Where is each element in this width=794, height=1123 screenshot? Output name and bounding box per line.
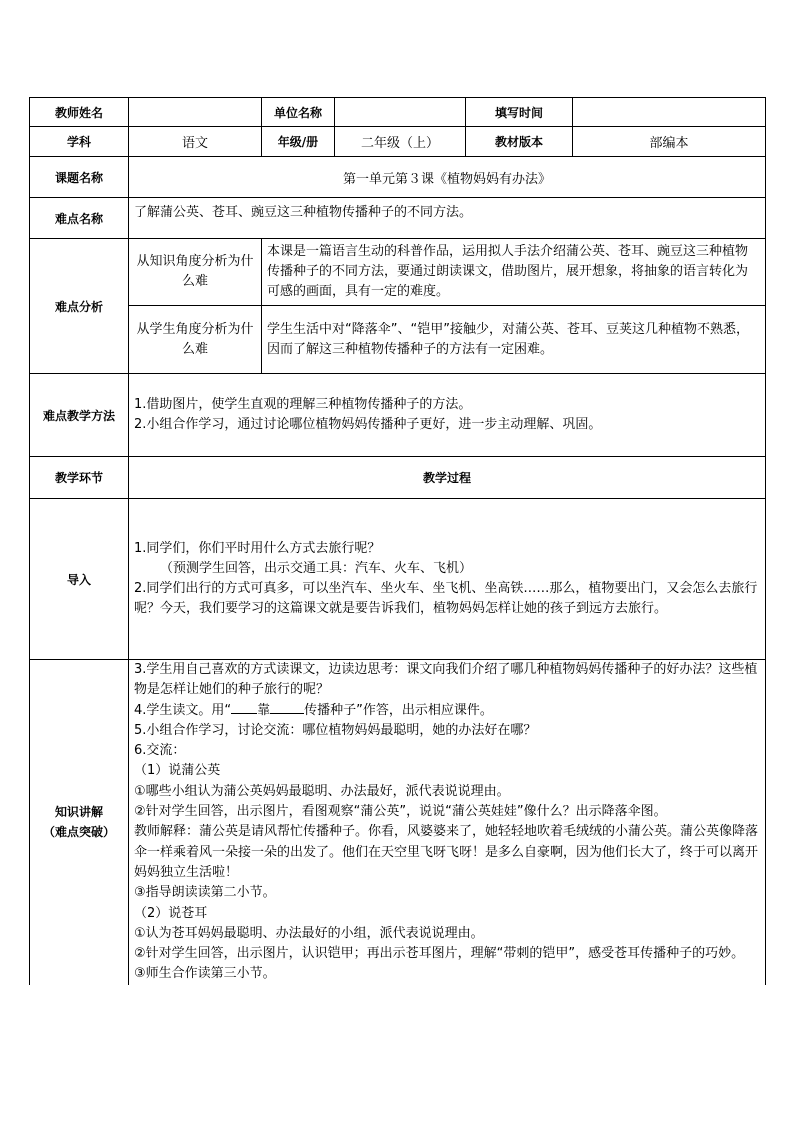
unit-label: 单位名称 [262, 98, 335, 127]
row-subject [30, 127, 766, 157]
knowledge-line-3: 3.学生用自己喜欢的方式读课文，边读边思考：课文向我们介绍了哪几种植物妈妈传播种子的好办法？这些植物是怎样让她们的种子旅行的呢？ [134, 662, 758, 698]
lesson-plan-table [29, 97, 766, 985]
lesson-value: 第一单元第３课《植物妈妈有办法》 [129, 157, 766, 198]
knowledge-line-11: ③指导朗读读第二小节。 [134, 885, 276, 901]
knowledge-label-line-2: （难点突破） [42, 825, 115, 840]
knowledge-text [129, 660, 766, 985]
knowledge-line-4-part-a: 4.学生读文。用“ [134, 702, 232, 718]
difficulty-value: 了解蒲公英、苍耳、豌豆这三种植物传播种子的不同方法。 [129, 198, 766, 239]
row-method [30, 374, 766, 457]
knowledge-line-4-part-c: 传播种子”作答，出示相应课件。 [304, 702, 493, 718]
knowledge-line-5: 5.小组合作学习，讨论交流：哪位植物妈妈最聪明，她的办法好在哪？ [134, 722, 537, 738]
knowledge-label-line-1: 知识讲解 [54, 805, 103, 820]
knowledge-angle-label: 从知识角度分析为什么难 [129, 239, 262, 306]
knowledge-line-4 [134, 701, 760, 721]
teacher-label: 教师姓名 [30, 98, 129, 127]
lesson-label: 课题名称 [30, 157, 129, 198]
intro-line-2: （预测学生回答，出示交通工具：汽车、火车、飞机） [160, 561, 473, 576]
row-analysis-knowledge [30, 239, 766, 306]
knowledge-line-4-part-b: 靠 [257, 702, 271, 718]
difficulty-label: 难点名称 [30, 198, 129, 239]
method-line-1: 1.借助图片，使学生直观的理解三种植物传播种子的方法。 [134, 397, 472, 412]
knowledge-line-13: ①认为苍耳妈妈最聪明、办法最好的小组，派代表说说理由。 [134, 925, 484, 941]
row-knowledge [30, 660, 766, 985]
grade-label: 年级/册 [262, 127, 335, 157]
row-difficulty [30, 198, 766, 239]
row-analysis-student [30, 306, 766, 374]
intro-line-3: 2.同学们出行的方式可真多，可以坐汽车、坐火车、坐飞机、坐高铁……那么，植物要出门，又会怎么去旅行呢？今天，我们要学习的这篇课文就是要告诉我们，植物妈妈怎样让她的孩子到远方去旅行。 [134, 581, 758, 616]
row-lesson [30, 157, 766, 198]
blank-underline-2 [270, 701, 304, 714]
edition-value: 部编本 [573, 127, 766, 157]
knowledge-line-15: ③师生合作读第三小节。 [134, 966, 276, 982]
intro-label: 导入 [30, 499, 129, 660]
row-section-header [30, 457, 766, 499]
date-value [573, 98, 766, 127]
student-angle-text: 学生生活中对“降落伞”、“铠甲”接触少，对蒲公英、苍耳、豆荚这几种植物不熟悉，因而了解这三种植物传播种子的方法有一定困难。 [262, 306, 766, 374]
row-intro [30, 499, 766, 660]
method-line-2: 2.小组合作学习，通过讨论哪位植物妈妈传播种子更好，进一步主动理解、巩固。 [134, 417, 602, 432]
row-teacher [30, 98, 766, 127]
subject-value: 语文 [129, 127, 262, 157]
unit-value [335, 98, 466, 127]
knowledge-label [30, 660, 129, 985]
knowledge-line-14: ②针对学生回答，出示图片，认识铠甲；再出示苍耳图片，理解“带刺的铠甲”，感受苍耳传播种子的巧妙。 [134, 946, 745, 962]
intro-text [129, 499, 766, 660]
knowledge-line-12: （2）说苍耳 [134, 905, 208, 921]
grade-value: 二年级（上） [335, 127, 466, 157]
knowledge-line-9: ②针对学生回答，出示图片，看图观察“蒲公英”，说说“蒲公英娃娃”像什么？出示降落伞图。 [134, 804, 667, 820]
subject-label: 学科 [30, 127, 129, 157]
process-label: 教学过程 [129, 457, 766, 499]
knowledge-line-7: （1）说蒲公英 [134, 763, 221, 779]
method-label: 难点教学方法 [30, 374, 129, 457]
date-label: 填写时间 [466, 98, 573, 127]
knowledge-line-10: 教师解释：蒲公英是请风帮忙传播种子。你看，风婆婆来了，她轻轻地吹着毛绒绒的小蒲公英。蒲公英像降落伞一样乘着风一朵接一朵的出发了。他们在天空里飞呀飞呀！是多么自豪啊，因为他们长大了，终于可以离开妈妈独立生活啦！ [134, 824, 759, 880]
knowledge-angle-text: 本课是一篇语言生动的科普作品，运用拟人手法介绍蒲公英、苍耳、豌豆这三种植物传播种子的不同方法，要通过朗读课文，借助图片，展开想象，将抽象的语言转化为可感的画面，具有一定的难度。 [262, 239, 766, 306]
knowledge-line-6: 6.交流： [134, 743, 186, 759]
student-angle-label: 从学生角度分析为什么难 [129, 306, 262, 374]
blank-underline-1 [231, 701, 257, 714]
intro-line-1: 1.同学们，你们平时用什么方式去旅行呢？ [134, 541, 381, 556]
knowledge-line-8: ①哪些小组认为蒲公英妈妈最聪明、办法最好，派代表说说理由。 [134, 783, 510, 799]
stage-label: 教学环节 [30, 457, 129, 499]
teacher-value [129, 98, 262, 127]
edition-label: 教材版本 [466, 127, 573, 157]
analysis-label: 难点分析 [30, 239, 129, 374]
method-text [129, 374, 766, 457]
